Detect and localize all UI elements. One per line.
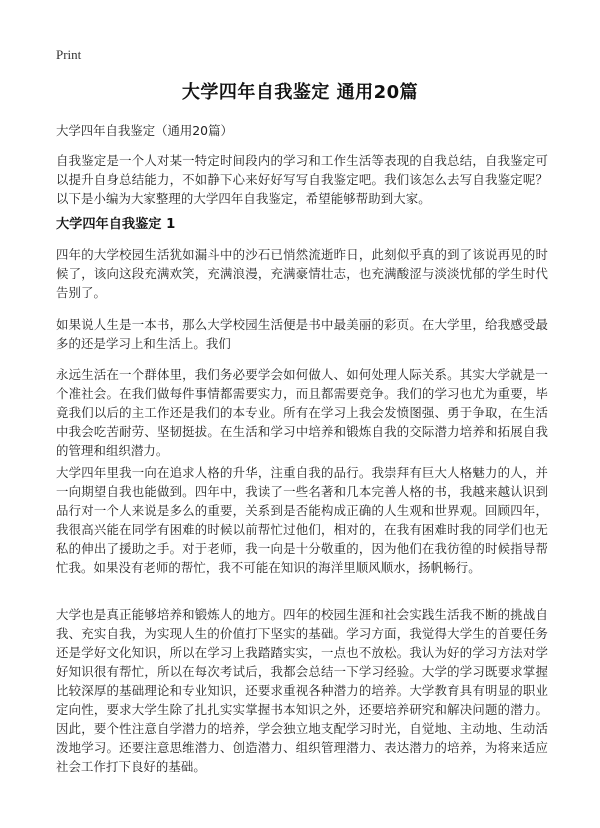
print-label: Print bbox=[56, 47, 82, 62]
paragraph-block-4 bbox=[56, 463, 548, 577]
section-heading-block bbox=[56, 215, 548, 235]
body-paragraph: 四年的大学校园生活犹如漏斗中的沙石已悄然流逝昨日，此刻似乎真的到了该说再见的时候了，该向这段充满欢笑，充满浪漫，充满豪情壮志，也充满酸涩与淡淡忧郁的学生时代告别了。 bbox=[56, 247, 548, 300]
document-title: 大学四年自我鉴定 通用20篇 bbox=[181, 82, 419, 103]
document-subtitle: 大学四年自我鉴定（通用20篇） bbox=[56, 123, 233, 138]
paragraph-block-2 bbox=[56, 315, 548, 353]
body-paragraph: 如果说人生是一本书，那么大学校园生活便是书中最美丽的彩页。在大学里，给我感受最多的还是学习上和生活上。我们 bbox=[56, 317, 548, 351]
paragraph-block-1 bbox=[56, 245, 548, 302]
paragraph-block-3 bbox=[56, 365, 548, 460]
paragraph-block-5 bbox=[56, 605, 548, 776]
body-paragraph: 永远生活在一个群体里，我们务必要学会如何做人、如何处理人际关系。其实大学就是一个准社会。在我们做每件事情都需要实力，而且都需要竞争。我们的学习也尤为重要，毕竟我们以后的主工作还是我们的本专业。所有在学习上我会发愤图强、勇于争取，在生活中我会吃苦耐劳、坚韧挺拔。在生活和学习中培养和锻炼自我的交际潜力培养和拓展自我的管理和组织潜力。 bbox=[56, 367, 548, 458]
section-heading: 大学四年自我鉴定 1 bbox=[56, 217, 176, 232]
document-subtitle-block bbox=[56, 121, 548, 140]
intro-block bbox=[56, 151, 548, 208]
body-paragraph: 大学四年里我一向在追求人格的升华，注重自我的品行。我崇拜有巨大人格魅力的人，并一向期望自我也能做到。四年中，我读了一些名著和几本完善人格的书，我越来越认识到品行对一个人来说是多么的重要，关系到是否能构成正确的人生观和世界观。回顾四年，我很高兴能在同学有困难的时候以前帮忙过他们，相对的，在我有困难时我的同学们也无私的伸出了援助之手。对于老师，我一向是十分敬重的，因为他们在我彷徨的时候指导帮忙我。如果没有老师的帮忙，我不可能在知识的海洋里顺风顺水，扬帆畅行。 bbox=[56, 465, 548, 575]
intro-paragraph: 自我鉴定是一个人对某一特定时间段内的学习和工作生活等表现的自我总结，自我鉴定可以提升自身总结能力，不如静下心来好好写写自我鉴定吧。我们该怎么去写自我鉴定呢？以下是小编为大家整理的大学四年自我鉴定，希望能够帮助到大家。 bbox=[56, 153, 548, 206]
body-paragraph: 大学也是真正能够培养和锻炼人的地方。四年的校园生涯和社会实践生活我不断的挑战自我、充实自我，为实现人生的价值打下坚实的基础。学习方面，我觉得大学生的首要任务还是学好文化知识，所以在学习上我踏踏实实，一点也不放松。我认为好的学习方法对学好知识很有帮忙，所以在每次考试后，我都会总结一下学习经验。大学的学习既要求掌握比较深厚的基础理论和专业知识，还要求重视各种潜力的培养。大学教育具有明显的职业定向性，要求大学生除了扎扎实实掌握书本知识之外，还要培养研究和解决问题的潜力。因此，要个性注意自学潜力的培养，学会独立地支配学习时光，自觉地、主动地、生动活泼地学习。还要注意思维潜力、创造潜力、组织管理潜力、表达潜力的培养，为将来适应社会工作打下良好的基础。 bbox=[56, 607, 548, 774]
